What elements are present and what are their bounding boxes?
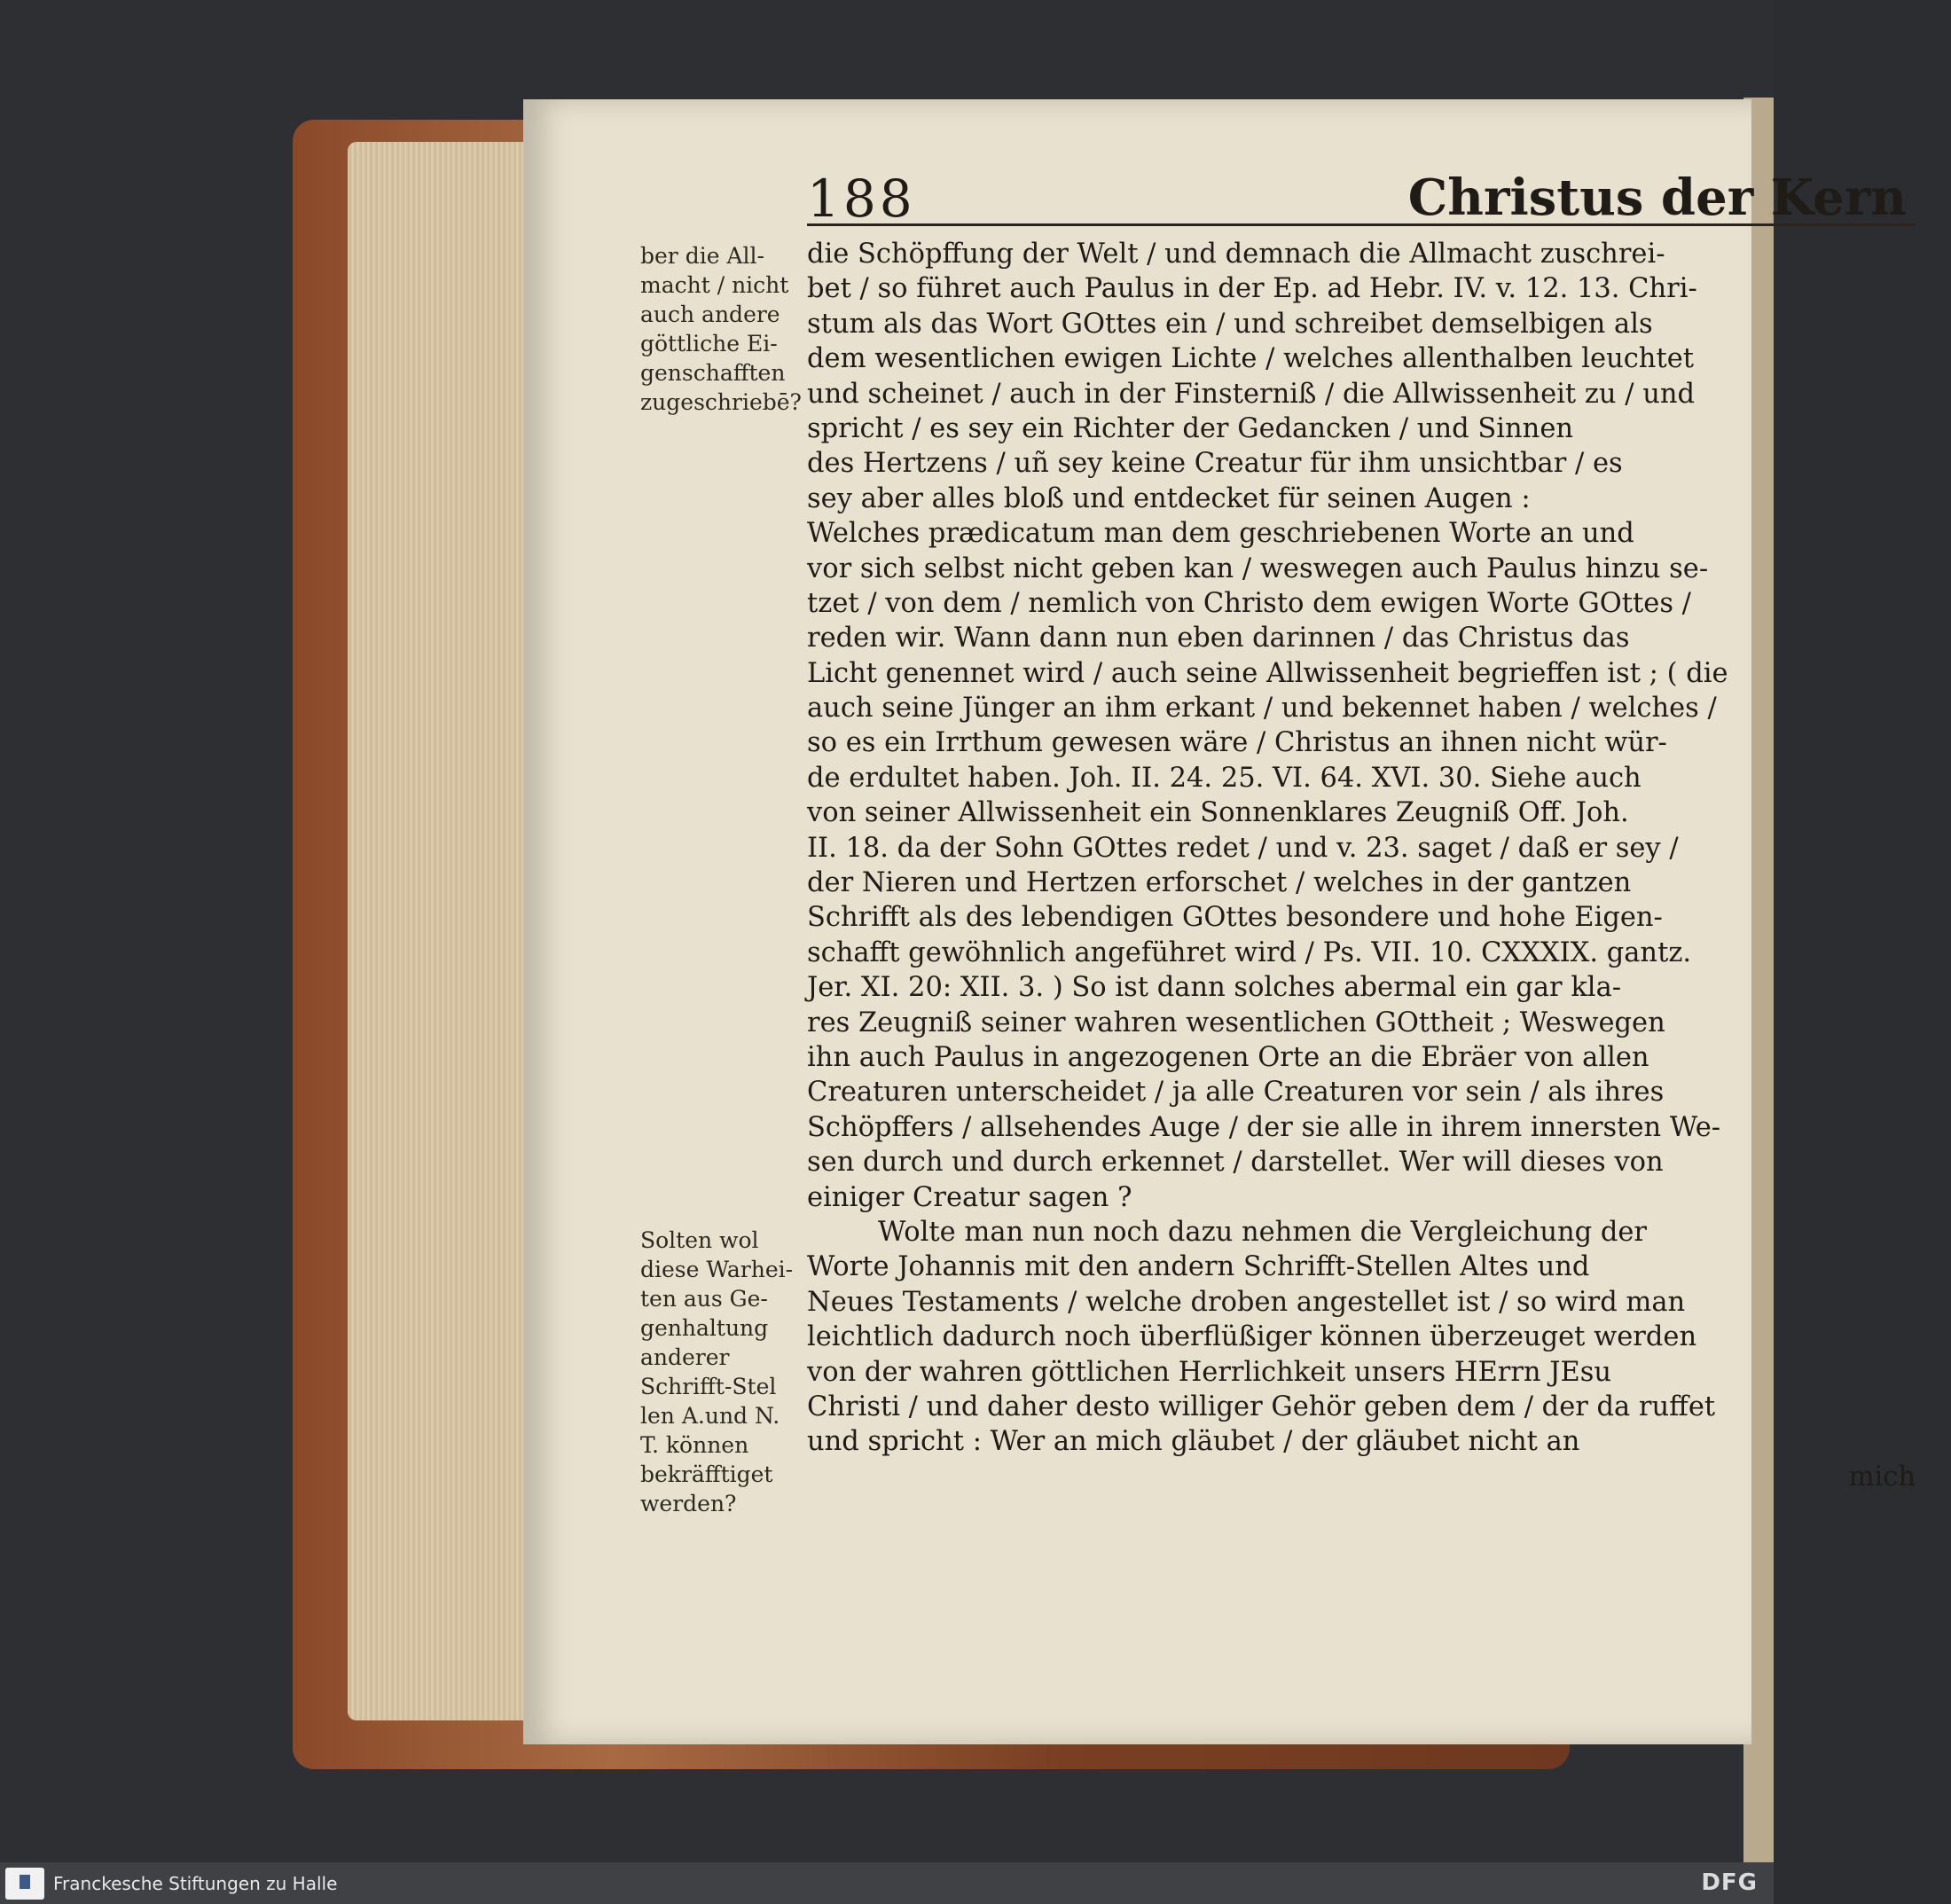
text-line: reden wir. Wann dann nun eben darinnen / das Christus das [807, 623, 1630, 654]
text-line: sen durch und durch erkennet / darstellet. Wer will dieses von [807, 1147, 1664, 1179]
margin-note-line: bekräfftiget [640, 1461, 773, 1487]
margin-note-line: T. können [640, 1432, 749, 1458]
text-line: sey aber alles bloß und entdecket für seinen Augen : [807, 482, 1531, 514]
text-line: II. 18. da der Sohn GOttes redet / und v. 23. saget / daß er sey / [807, 832, 1679, 864]
text-line: ihn auch Paulus in angezogenen Orte an die Ebräer von allen [807, 1041, 1649, 1073]
margin-note-line: macht / nicht [640, 272, 789, 298]
margin-note-line: genhaltung [640, 1315, 769, 1341]
text-line: auch seine Jünger an ihm erkant / und bekennet haben / welches / [807, 693, 1717, 725]
margin-note-line: ber die All- [640, 243, 764, 269]
margin-note-line: anderer [640, 1344, 730, 1370]
text-line: und spricht : Wer an mich gläubet / der gläubet nicht an [807, 1426, 1580, 1458]
text-line: Worte Johannis mit den andern Schrifft-Stellen Altes und [807, 1251, 1590, 1283]
text-line: der Nieren und Hertzen erforschet / welches in der gantzen [807, 867, 1632, 899]
text-line: de erdultet haben. Joh. II. 24. 25. VI. 64. XVI. 30. Siehe auch [807, 762, 1642, 794]
margin-note [640, 1226, 800, 1518]
text-line: von der wahren göttlichen Herrlichkeit unsers HErrn JEsu [807, 1356, 1612, 1388]
footer-bar [0, 1862, 1774, 1904]
margin-note-line: genschafften [640, 360, 786, 386]
margin-note-line: auch andere [640, 302, 780, 327]
margin-note-line: Schrifft-Stel [640, 1374, 777, 1399]
text-line: spricht / es sey ein Richter der Gedancken / und Sinnen [807, 412, 1574, 444]
margin-note-line: werden? [640, 1491, 737, 1516]
catchword: mich [1848, 1461, 1916, 1493]
dfg-logo[interactable]: DFG [1701, 1869, 1758, 1896]
text-line: Creaturen unterscheidet / ja alle Creaturen vor sein / als ihres [807, 1077, 1665, 1109]
page-header [807, 168, 1916, 239]
text-line: schafft gewöhnlich angeführet wird / Ps. VII. 10. CXXXIX. gantz. [807, 936, 1692, 968]
text-line: Christi / und daher desto williger Gehör geben dem / der da ruffet [807, 1391, 1716, 1422]
text-line: dem wesentlichen ewigen Lichte / welches allenthalben leuchtet [807, 343, 1695, 375]
text-line: so es ein Irrthum gewesen wäre / Christus an ihnen nicht wür- [807, 727, 1667, 759]
text-line: res Zeugniß seiner wahren wesentlichen GOttheit ; Weswegen [807, 1007, 1665, 1038]
margin-note-line: len A.und N. [640, 1403, 780, 1429]
book-page [523, 99, 1916, 1744]
running-head: Christus der Kern [1407, 168, 1907, 227]
body-text [807, 237, 1951, 1494]
text-line: vor sich selbst nicht geben kan / weswegen auch Paulus hinzu se- [807, 552, 1709, 584]
text-line: leichtlich dadurch noch überflüßiger können überzeuget werden [807, 1321, 1697, 1353]
margin-note-line: ten aus Ge- [640, 1286, 768, 1312]
text-line: des Hertzens / uñ sey keine Creatur für ihm unsichtbar / es [807, 448, 1623, 480]
institution-logo-icon[interactable] [5, 1868, 44, 1900]
text-line: Licht genennet wird / auch seine Allwissenheit begrieffen ist ; ( die [807, 657, 1728, 689]
margin-note-line: diese Warhei- [640, 1257, 794, 1282]
margin-note [640, 241, 800, 417]
text-line: und scheinet / auch in der Finsterniß / die Allwissenheit zu / und [807, 378, 1696, 410]
text-line: von seiner Allwissenheit ein Sonnenklares Zeugniß Off. Joh. [807, 797, 1629, 829]
text-line: die Schöpffung der Welt / und demnach die Allmacht zuschrei- [807, 239, 1665, 270]
text-line: Schrifft als des lebendigen GOttes besondere und hohe Eigen- [807, 902, 1663, 934]
page-stack [348, 142, 534, 1720]
margin-note-line: Solten wol [640, 1227, 759, 1253]
margin-note-line: zugeschriebē? [640, 389, 802, 415]
text-line: Wolte man nun noch dazu nehmen die Vergleichung der [878, 1216, 1648, 1248]
text-line: Neues Testaments / welche droben angestellet ist / so wird man [807, 1286, 1686, 1318]
header-rule [807, 223, 1916, 226]
text-line: Jer. XI. 20: XII. 3. ) So ist dann solches abermal ein gar kla- [807, 972, 1622, 1004]
text-line: einiger Creatur sagen ? [807, 1181, 1132, 1213]
text-line: bet / so führet auch Paulus in der Ep. ad Hebr. IV. v. 12. 13. Chri- [807, 273, 1697, 305]
text-line: Schöpffers / allsehendes Auge / der sie alle in ihrem innersten We- [807, 1111, 1721, 1143]
text-line: tzet / von dem / nemlich von Christo dem ewigen Worte GOttes / [807, 587, 1691, 619]
institution-name[interactable]: Franckesche Stiftungen zu Halle [53, 1873, 338, 1894]
text-line: Welches prædicatum man dem geschriebenen Worte an und [807, 518, 1634, 550]
text-line: stum als das Wort GOttes ein / und schreibet demselbigen als [807, 308, 1653, 340]
page-number: 188 [807, 168, 916, 229]
margin-note-line: göttliche Ei- [640, 331, 778, 357]
